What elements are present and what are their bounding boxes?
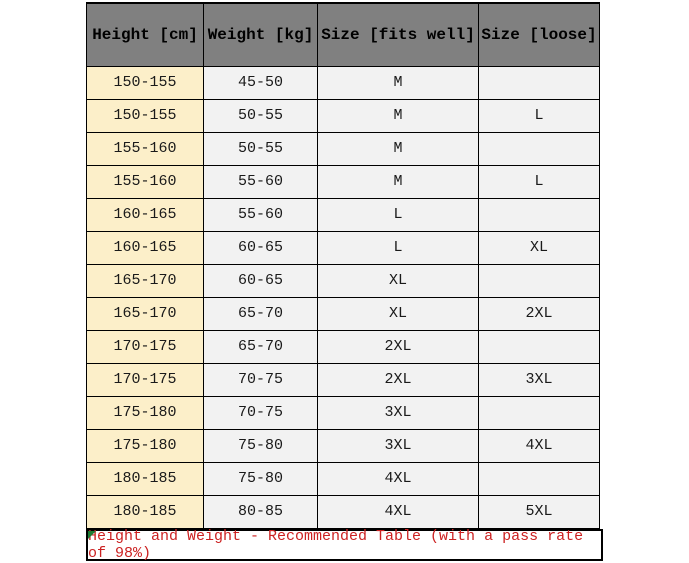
size-fit-cell: M [318,66,479,99]
table-row [87,363,600,396]
size-fit-cell: XL [318,264,479,297]
table-row [87,429,600,462]
table-row [87,495,600,528]
table-caption-text: Height and Weight - Recommended Table (with a pass rate of 98%) [88,528,584,562]
size-fit-cell: M [318,99,479,132]
height-cell: 160-165 [87,231,204,264]
size-loose-cell [479,132,600,165]
size-loose-cell: 4XL [479,429,600,462]
table-row [87,66,600,99]
size-loose-cell: 3XL [479,363,600,396]
table-header [87,3,600,66]
weight-cell: 70-75 [204,363,318,396]
size-loose-cell: XL [479,231,600,264]
column-header-size-loose: Size [loose] [479,3,600,66]
size-fit-cell: L [318,231,479,264]
size-fit-cell: 3XL [318,429,479,462]
column-header-size-fit: Size [fits well] [318,3,479,66]
size-fit-cell: M [318,165,479,198]
weight-cell: 60-65 [204,264,318,297]
weight-cell: 45-50 [204,66,318,99]
height-cell: 175-180 [87,396,204,429]
height-cell: 165-170 [87,264,204,297]
weight-cell: 50-55 [204,99,318,132]
table-row [87,132,600,165]
size-fit-cell: 4XL [318,462,479,495]
height-cell: 155-160 [87,165,204,198]
height-cell: 155-160 [87,132,204,165]
column-header-weight: Weight [kg] [204,3,318,66]
size-fit-cell: 2XL [318,330,479,363]
table-row [87,99,600,132]
table-row [87,165,600,198]
weight-cell: 60-65 [204,231,318,264]
weight-cell: 75-80 [204,462,318,495]
table-row [87,198,600,231]
height-cell: 160-165 [87,198,204,231]
size-loose-cell: 2XL [479,297,600,330]
size-loose-cell: L [479,165,600,198]
size-loose-cell [479,330,600,363]
size-loose-cell [479,264,600,297]
weight-cell: 75-80 [204,429,318,462]
size-loose-cell: L [479,99,600,132]
size-fit-cell: 4XL [318,495,479,528]
weight-cell: 80-85 [204,495,318,528]
size-loose-cell [479,198,600,231]
size-loose-cell [479,66,600,99]
height-cell: 150-155 [87,99,204,132]
size-fit-cell: XL [318,297,479,330]
size-fit-cell: 3XL [318,396,479,429]
size-loose-cell: 5XL [479,495,600,528]
table-row [87,231,600,264]
height-cell: 175-180 [87,429,204,462]
weight-cell: 65-70 [204,297,318,330]
height-cell: 170-175 [87,363,204,396]
size-fit-cell: L [318,198,479,231]
table-row [87,297,600,330]
table-row [87,264,600,297]
height-cell: 165-170 [87,297,204,330]
column-header-height: Height [cm] [87,3,204,66]
header-row [87,3,600,66]
table-body [87,66,600,528]
weight-cell: 65-70 [204,330,318,363]
height-cell: 150-155 [87,66,204,99]
weight-cell: 50-55 [204,132,318,165]
size-chart-table [86,2,600,529]
size-fit-cell: M [318,132,479,165]
table-row [87,396,600,429]
weight-cell: 70-75 [204,396,318,429]
height-cell: 180-185 [87,495,204,528]
table-caption-bar [86,529,603,561]
size-loose-cell [479,396,600,429]
table-row [87,462,600,495]
height-cell: 180-185 [87,462,204,495]
table-row [87,330,600,363]
height-cell: 170-175 [87,330,204,363]
size-loose-cell [479,462,600,495]
weight-cell: 55-60 [204,165,318,198]
size-fit-cell: 2XL [318,363,479,396]
excel-corner-marker-icon [88,531,96,539]
weight-cell: 55-60 [204,198,318,231]
